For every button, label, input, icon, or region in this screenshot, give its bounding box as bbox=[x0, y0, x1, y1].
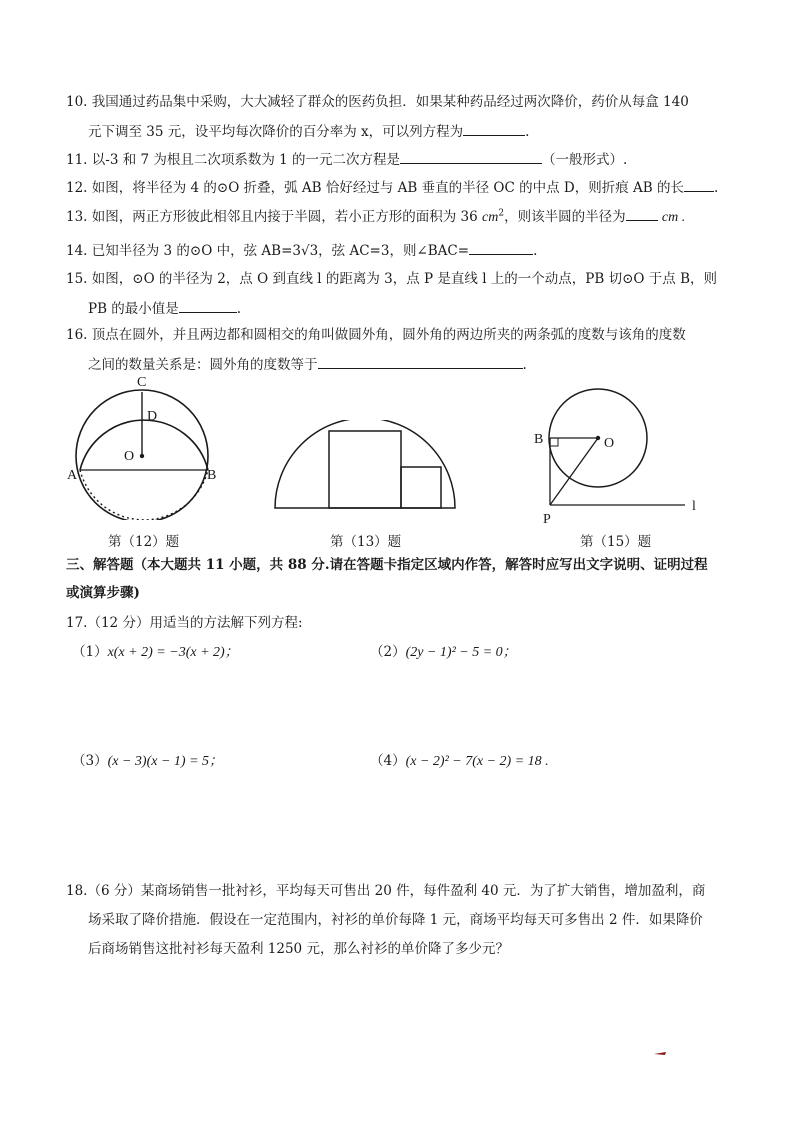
q16-line1: 16. 顶点在圆外，并且两边都和圆相交的角叫做圆外角，圆外角的两边所夹的两条弧的度数与该角的度数 bbox=[66, 327, 686, 343]
q16-text: 之间的数量关系是：圆外角的度数等于 bbox=[88, 357, 318, 373]
fig15-label-l: l bbox=[692, 499, 696, 514]
q13-unit: cm bbox=[482, 210, 499, 225]
q14-text2: ，弦 AC=3，则∠BAC= bbox=[318, 243, 470, 259]
q15-line2 bbox=[88, 298, 241, 318]
q15-text: PB 的最小值是 bbox=[88, 301, 179, 317]
fig12-label-a: A bbox=[67, 468, 78, 483]
q17-eq3-label: （3） bbox=[72, 753, 108, 769]
fig15-label-o: O bbox=[604, 436, 615, 451]
q17-eq2 bbox=[370, 643, 517, 662]
q18-line1: 18.（6 分）某商场销售一批衬衫，平均每天可售出 20 件，每件盈利 40 元．为了扩大销售，增加盈利，商 bbox=[66, 883, 706, 899]
fig12-dotted-arc bbox=[80, 470, 208, 520]
q18-line3: 后商场销售这批衬衫每天盈利 1250 元，那么衬衫的单价降了多少元？ bbox=[88, 941, 509, 957]
scan-mark bbox=[652, 1050, 670, 1060]
q13-unit-end: cm . bbox=[661, 210, 686, 225]
fig12-label-b: B bbox=[207, 468, 217, 483]
fig15-segment-po bbox=[550, 438, 598, 505]
q18-line2: 场采取了降价措施．假设在一定范围内，衬衫的单价每降 1 元，商场平均每天可多售出 2 件．如果降价 bbox=[88, 912, 703, 928]
fig15-right-angle-mark bbox=[550, 438, 558, 446]
q17-eq2-label: （2） bbox=[370, 644, 406, 660]
q10-text: 元下调至 35 元，设平均每次降价的百分率为 x，可以列方程为 bbox=[88, 124, 464, 140]
q11-suffix: （一般形式）. bbox=[542, 152, 628, 168]
q17-eq4 bbox=[370, 752, 549, 771]
q10-line1: 10. 我国通过药品集中采购，大大减轻了群众的医药负担．如果某种药品经过两次降价，药价从每盒 140 bbox=[66, 94, 689, 110]
q14-text: 14. 已知半径为 3 的⊙O 中，弦 AB=3 bbox=[66, 243, 301, 259]
fig12-label-d: D bbox=[147, 409, 158, 424]
fig15-center-o bbox=[596, 436, 600, 440]
fig12-caption: 第（12）题 bbox=[108, 534, 180, 550]
q17-eq1-expr: x(x + 2) = −3(x + 2)； bbox=[107, 645, 239, 660]
section3-heading-line1: 三、解答题（本大题共 11 小题，共 88 分.请在答题卡指定区域内作答，解答时应写出文字说明、证明过程 bbox=[66, 557, 708, 573]
fig12-label-c: C bbox=[137, 375, 147, 390]
q11-answer-blank[interactable] bbox=[400, 149, 542, 164]
fig13-small-square bbox=[401, 467, 441, 508]
q14-period: . bbox=[533, 243, 538, 259]
section3-heading-line2: 或演算步骤) bbox=[66, 585, 140, 601]
q17-eq4-expr: (x − 2)² − 7(x − 2) = 18 . bbox=[405, 754, 549, 769]
q14-line bbox=[66, 240, 537, 260]
q12-answer-blank[interactable] bbox=[684, 177, 714, 192]
q12-text: 12. 如图，将半径为 4 的⊙O 折叠，弧 AB 恰好经过与 AB 垂直的半径 OC 的中点 D，则折痕 AB 的长 bbox=[66, 180, 684, 196]
q12-line bbox=[66, 177, 718, 197]
q13-answer-blank[interactable] bbox=[626, 206, 658, 221]
fig15-label-p: P bbox=[543, 512, 551, 525]
q10-line2 bbox=[88, 121, 529, 141]
q16-period: . bbox=[522, 357, 527, 373]
q17-eq4-label: （4） bbox=[370, 753, 406, 769]
q15-line1: 15. 如图，⊙O 的半径为 2，点 O 到直线 l 的距离为 3，点 P 是直线 l 上的一个动点，PB 切⊙O 于点 B，则 bbox=[66, 271, 717, 287]
q10-period: . bbox=[525, 124, 530, 140]
q17-eq2-expr: (2y − 1)² − 5 = 0； bbox=[405, 645, 517, 660]
q11-text: 11. 以-3 和 7 为根且二次项系数为 1 的一元二次方程是 bbox=[66, 152, 401, 168]
q14-answer-blank[interactable] bbox=[469, 240, 533, 255]
figure-13 bbox=[270, 420, 470, 515]
q15-answer-blank[interactable] bbox=[179, 298, 237, 313]
fig15-caption: 第（15）题 bbox=[580, 534, 652, 550]
q17-eq3-expr: (x − 3)(x − 1) = 5； bbox=[107, 754, 224, 769]
fig15-label-b: B bbox=[534, 432, 544, 447]
fig13-large-square bbox=[329, 431, 401, 508]
q13-line bbox=[66, 206, 685, 227]
q13-text2: ，则该半圆的半径为 bbox=[504, 209, 626, 225]
q16-answer-blank[interactable] bbox=[318, 354, 523, 369]
q17-eq3 bbox=[72, 752, 223, 771]
q13-unit-exponent: 2 bbox=[498, 208, 505, 219]
q17-intro: 17.（12 分）用适当的方法解下列方程: bbox=[66, 615, 303, 631]
q15-period: . bbox=[236, 301, 242, 317]
fig13-semicircle bbox=[275, 420, 455, 508]
q17-eq1 bbox=[72, 643, 239, 662]
fig12-folded-arc bbox=[80, 420, 208, 470]
q13-text: 13. 如图，两正方形彼此相邻且内接于半圆，若小正方形的面积为 36 bbox=[66, 209, 478, 225]
q14-sqrt: √3 bbox=[300, 243, 319, 259]
fig12-label-o: O bbox=[124, 449, 135, 464]
q11-line bbox=[66, 149, 627, 169]
figure-12 bbox=[60, 370, 230, 520]
q10-answer-blank[interactable] bbox=[463, 121, 525, 136]
figure-15 bbox=[525, 375, 715, 525]
fig12-center-o bbox=[140, 454, 144, 458]
q17-eq1-label: （1） bbox=[72, 644, 108, 660]
q12-period: . bbox=[713, 180, 719, 196]
fig13-caption: 第（13）题 bbox=[330, 534, 402, 550]
